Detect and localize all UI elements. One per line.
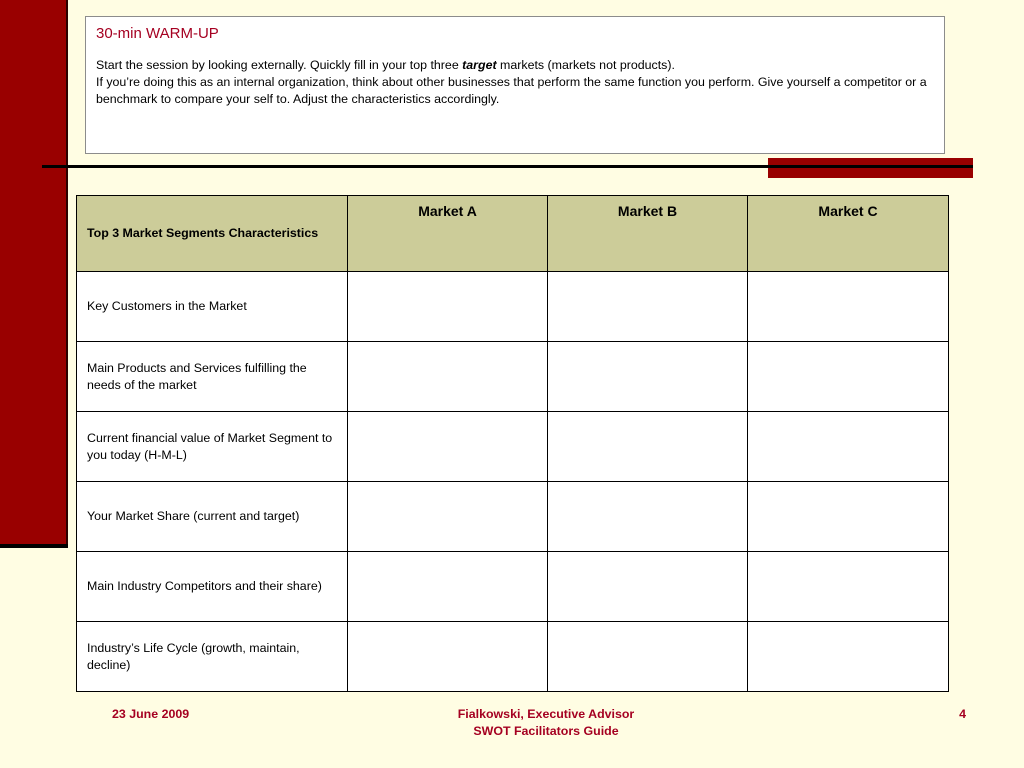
row-label: Main Products and Services fulfilling the needs of the market xyxy=(77,342,348,412)
page-number: 4 xyxy=(959,707,966,721)
market-c-cell[interactable] xyxy=(748,412,949,482)
row-label: Industry’s Life Cycle (growth, maintain, decline) xyxy=(77,622,348,692)
warm-up-title: 30-min WARM-UP xyxy=(96,25,219,42)
table-row xyxy=(77,272,949,342)
instruction-emphasis: target xyxy=(462,58,497,72)
row-label: Your Market Share (current and target) xyxy=(77,482,348,552)
table-row xyxy=(77,552,949,622)
footer-author: Fialkowski, Executive Advisor xyxy=(457,707,635,721)
column-header-market-b: Market B xyxy=(548,196,748,272)
table-header-row xyxy=(77,196,949,272)
footer-date: 23 June 2009 xyxy=(112,707,190,721)
market-a-cell[interactable] xyxy=(348,552,548,622)
left-accent-bar xyxy=(0,0,66,545)
market-c-cell[interactable] xyxy=(748,552,949,622)
column-header-market-a: Market A xyxy=(348,196,548,272)
row-label: Main Industry Competitors and their share) xyxy=(77,552,348,622)
market-b-cell[interactable] xyxy=(548,412,748,482)
market-b-cell[interactable] xyxy=(548,622,748,692)
column-header-market-c: Market C xyxy=(748,196,949,272)
market-b-cell[interactable] xyxy=(548,342,748,412)
instruction-text-end: markets (markets not products). xyxy=(496,58,675,72)
market-c-cell[interactable] xyxy=(748,272,949,342)
corner-header: Top 3 Market Segments Characteristics xyxy=(77,196,348,272)
table-row xyxy=(77,622,949,692)
market-b-cell[interactable] xyxy=(548,552,748,622)
left-accent-bar-edge xyxy=(66,0,68,545)
table-row xyxy=(77,342,949,412)
market-b-cell[interactable] xyxy=(548,482,748,552)
market-c-cell[interactable] xyxy=(748,482,949,552)
market-c-cell[interactable] xyxy=(748,622,949,692)
instruction-internal-org: If you’re doing this as an internal organization, think about other businesses that perform the same function you perform. Give yourself a competitor or a benchmark to compare your self to. Adjust the characteristics accordingly. xyxy=(96,75,927,106)
market-b-cell[interactable] xyxy=(548,272,748,342)
market-a-cell[interactable] xyxy=(348,482,548,552)
footer-credits xyxy=(396,706,696,740)
market-a-cell[interactable] xyxy=(348,412,548,482)
market-a-cell[interactable] xyxy=(348,342,548,412)
footer-guide-title: SWOT Facilitators Guide xyxy=(473,724,619,738)
left-accent-underline xyxy=(0,544,68,548)
warm-up-intro-box xyxy=(85,16,945,154)
market-segments-table xyxy=(76,195,949,692)
table-row xyxy=(77,482,949,552)
market-c-cell[interactable] xyxy=(748,342,949,412)
market-a-cell[interactable] xyxy=(348,622,548,692)
instruction-text-start: Start the session by looking externally. Quickly fill in your top three xyxy=(96,58,463,72)
market-a-cell[interactable] xyxy=(348,272,548,342)
divider-rule-overlay xyxy=(768,165,973,168)
warm-up-instructions xyxy=(96,57,934,108)
table-row xyxy=(77,412,949,482)
divider-red-accent xyxy=(768,158,973,178)
row-label: Key Customers in the Market xyxy=(77,272,348,342)
row-label: Current financial value of Market Segment to you today (H-M-L) xyxy=(77,412,348,482)
